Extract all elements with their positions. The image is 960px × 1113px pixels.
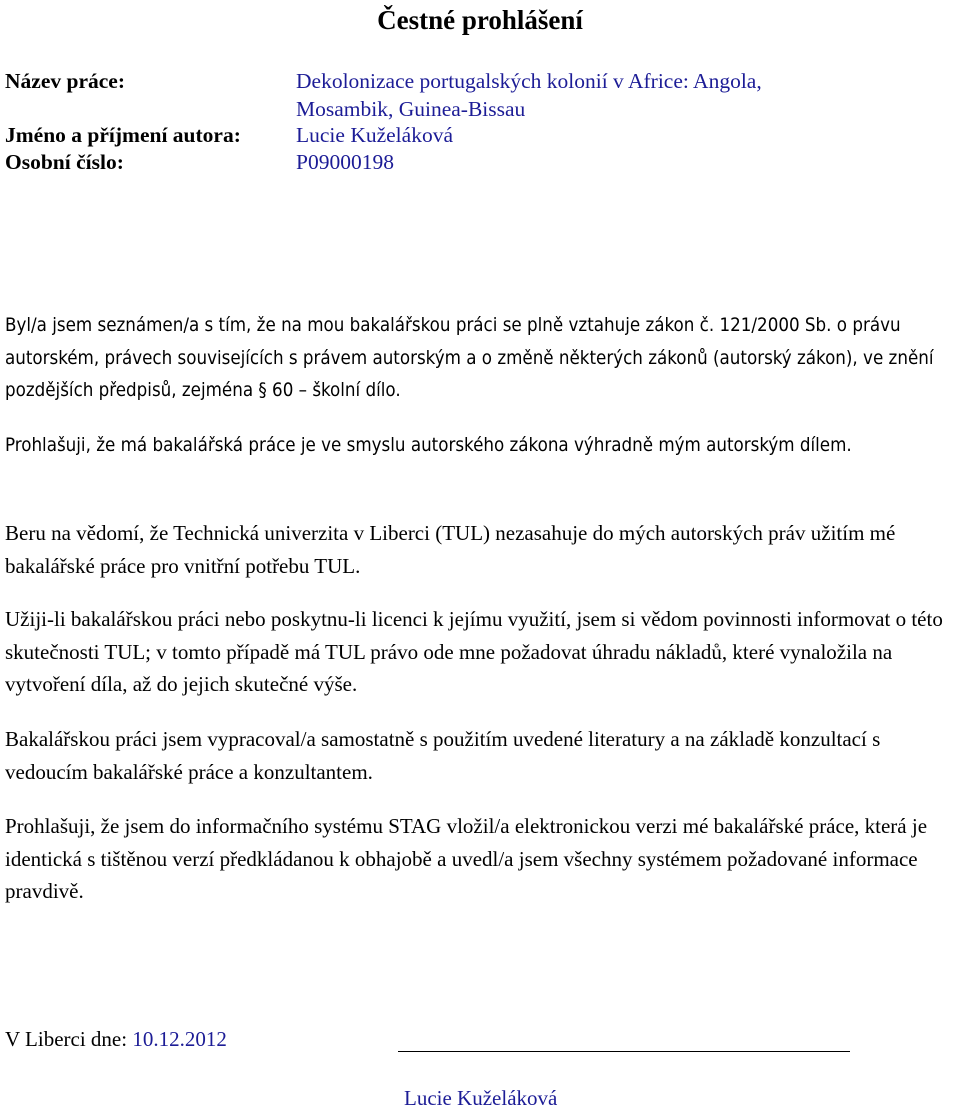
page-title: Čestné prohlášení: [377, 5, 583, 35]
paragraph-copyright-act: Byl/a jsem seznámen/a s tím, že na mou bakalářskou práci se plně vztahuje zákon č. 121/2000 Sb. o právu autorském, právech souvisejících s právem autorským a o změně některých zákonů (autorský zákon), ve znění pozdějších předpisů, zejména § 60 – školní dílo.: [5, 315, 934, 401]
author-label: Jméno a příjmení autora:: [5, 123, 241, 147]
thesis-title-label: Název práce:: [5, 69, 125, 93]
personal-id-value: P09000198: [296, 150, 394, 174]
paragraph-license: Užiji-li bakalářskou práci nebo poskytnu-li licenci k jejímu využití, jsem si vědom povinnosti informovat o této skutečnosti TUL; v tomto případě má TUL právo ode mne požadovat úhradu nákladů, které vynaložila na vytvoření díla, až do jejich skutečné výše.: [5, 607, 943, 696]
signature-name: Lucie Kuželáková: [404, 1086, 558, 1110]
thesis-title-value-line2: Mosambik, Guinea-Bissau: [296, 97, 526, 121]
signature-line: [398, 1051, 850, 1052]
signing-date: 10.12.2012: [132, 1027, 227, 1051]
place-date-line: [5, 1026, 227, 1052]
paragraph-authorship: Prohlašuji, že má bakalářská práce je ve smyslu autorského zákona výhradně mým autorským dílem.: [5, 435, 852, 456]
paragraph-stag: Prohlašuji, že jsem do informačního systému STAG vložil/a elektronickou verzi mé bakalářské práce, která je identická s tištěnou verzí předkládanou k obhajobě a uvedl/a jsem všechny systémem požadované informace pravdivě.: [5, 814, 928, 903]
place-label: V Liberci dne:: [5, 1027, 133, 1051]
personal-id-label: Osobní číslo:: [5, 150, 124, 174]
paragraph-independent-work: Bakalářskou práci jsem vypracoval/a samostatně s použitím uvedené literatury a na základě konzultací s vedoucím bakalářské práce a konzultantem.: [5, 727, 881, 784]
paragraph-tul-rights: Beru na vědomí, že Technická univerzita v Liberci (TUL) nezasahuje do mých autorských práv užitím mé bakalářské práce pro vnitřní potřebu TUL.: [5, 521, 896, 578]
author-value: Lucie Kuželáková: [296, 123, 453, 147]
thesis-title-value-line1: Dekolonizace portugalských kolonií v Africe: Angola,: [296, 69, 762, 93]
